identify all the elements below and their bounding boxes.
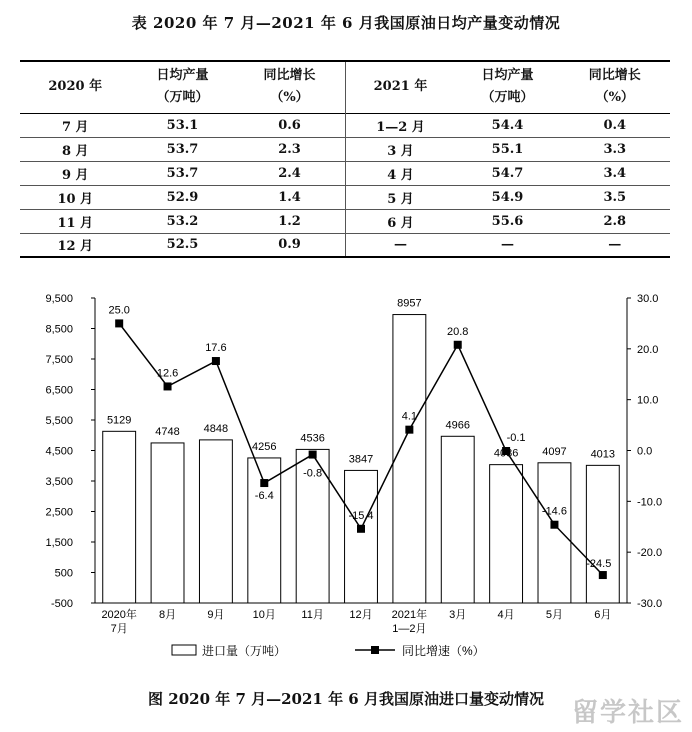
chart-title: 图 2020 年 7 月—2021 年 6 月我国原油进口量变动情况 xyxy=(148,690,544,708)
cell-2021-output: 55.6 xyxy=(491,213,524,229)
left-tick-label: 6,500 xyxy=(45,384,73,397)
cell-2020-period: 10 月 xyxy=(57,191,94,207)
cell-2020-growth: 1.2 xyxy=(278,213,301,229)
x-tick-label: 8月 xyxy=(158,609,177,621)
cell-2020-output: 53.7 xyxy=(166,165,199,181)
cell-2021-period: 5 月 xyxy=(345,185,456,209)
table-row xyxy=(20,113,670,137)
x-tick-label: 2021年 1—2月 xyxy=(391,609,428,635)
header-right-growth: 同比增长 （%） xyxy=(588,68,641,106)
cell-2021-period: 6 月 xyxy=(345,209,456,233)
growth-marker xyxy=(454,341,462,349)
growth-marker xyxy=(115,319,123,327)
bar-value-label: 4036 xyxy=(493,447,519,460)
cell-2021-growth: 3.4 xyxy=(603,165,627,181)
cell-2020-growth: 2.3 xyxy=(278,141,301,157)
bar-value-label: 3847 xyxy=(348,453,374,466)
growth-value-label: -0.8 xyxy=(303,467,323,480)
cell-2021-output: 54.9 xyxy=(491,189,524,205)
growth-marker xyxy=(309,451,317,459)
legend-bar-swatch xyxy=(172,645,196,655)
right-tick-label: -30.0 xyxy=(637,598,663,610)
growth-value-label: -6.4 xyxy=(254,490,274,503)
x-tick-label: 5月 xyxy=(545,609,564,621)
bar-value-label: 4256 xyxy=(252,440,277,453)
x-tick-label: 2020年 7月 xyxy=(101,609,137,635)
right-tick-label: -10.0 xyxy=(637,496,663,509)
right-tick-label: 10.0 xyxy=(637,394,659,407)
import-bar xyxy=(490,465,523,603)
growth-value-label: -14.6 xyxy=(541,505,567,518)
table-row xyxy=(20,137,670,161)
growth-value-label: 25.0 xyxy=(108,304,130,317)
oil-import-chart xyxy=(0,282,692,682)
import-bar xyxy=(538,463,571,603)
header-left-period: 2020 年 xyxy=(48,79,103,95)
cell-2020-growth: 2.4 xyxy=(278,165,301,181)
growth-marker xyxy=(212,357,220,365)
bar-value-label: 4848 xyxy=(203,422,229,435)
left-tick-label: 5,500 xyxy=(45,415,73,427)
x-tick-label: 11月 xyxy=(301,609,324,621)
header-left-output: 日均产量 （万吨） xyxy=(156,68,209,106)
cell-2021-output: 55.1 xyxy=(491,141,524,157)
bar-value-label: 4536 xyxy=(300,432,325,445)
watermark-logo: 留学社区 xyxy=(571,697,684,727)
x-tick-label: 6月 xyxy=(594,609,612,621)
cell-2021-output: — xyxy=(501,237,514,253)
cell-2020-period: 12 月 xyxy=(57,239,94,255)
table-row xyxy=(20,161,670,185)
cell-2021-growth: 3.5 xyxy=(603,189,627,205)
growth-value-label: -0.1 xyxy=(506,432,526,445)
cell-2021-period: 1—2 月 xyxy=(345,113,456,137)
import-bar xyxy=(345,470,378,603)
legend-line-marker xyxy=(371,646,379,654)
bar-value-label: 8957 xyxy=(397,297,422,310)
left-tick-label: 3,500 xyxy=(45,476,73,488)
bar-value-label: 5129 xyxy=(106,414,132,427)
right-tick-label: -20.0 xyxy=(637,547,663,560)
cell-2021-growth: — xyxy=(608,237,622,253)
bar-value-label: 4013 xyxy=(590,448,616,461)
cell-2020-output: 53.2 xyxy=(166,213,199,229)
left-tick-label: 4,500 xyxy=(45,445,73,458)
growth-marker xyxy=(405,426,413,434)
right-tick-label: 20.0 xyxy=(637,343,659,356)
cell-2021-growth: 2.8 xyxy=(603,213,627,229)
bar-value-label: 4966 xyxy=(445,419,470,432)
cell-2021-growth: 3.3 xyxy=(603,141,627,157)
growth-value-label: 17.6 xyxy=(205,342,227,355)
oil-production-table xyxy=(20,60,670,258)
cell-2020-output: 53.1 xyxy=(166,117,199,133)
cell-2021-output: 54.4 xyxy=(491,117,524,133)
cell-2020-output: 52.5 xyxy=(166,237,199,253)
cell-2021-growth: 0.4 xyxy=(603,117,627,133)
left-tick-label: 2,500 xyxy=(45,506,73,519)
legend-bar-label: 进口量（万吨） xyxy=(202,644,287,658)
x-tick-label: 12月 xyxy=(349,609,373,621)
x-tick-label: 3月 xyxy=(449,609,467,621)
table-row xyxy=(20,185,670,209)
left-tick-label: 8,500 xyxy=(45,323,73,336)
x-tick-label: 9月 xyxy=(207,609,225,621)
cell-2021-period: 4 月 xyxy=(345,161,456,185)
x-tick-label: 4月 xyxy=(497,609,515,621)
import-bar xyxy=(199,440,232,603)
table-row xyxy=(20,209,670,233)
growth-marker xyxy=(260,479,268,487)
growth-marker xyxy=(599,571,607,579)
cell-2020-period: 9 月 xyxy=(61,167,89,183)
cell-2020-output: 53.7 xyxy=(166,141,199,157)
right-tick-label: 30.0 xyxy=(637,293,659,305)
cell-2020-period: 11 月 xyxy=(57,215,94,231)
growth-marker xyxy=(357,525,365,533)
left-tick-label: -500 xyxy=(50,598,73,610)
import-bar xyxy=(586,465,619,603)
growth-value-label: 4.1 xyxy=(401,410,418,423)
import-bar xyxy=(441,436,474,603)
legend-line-label: 同比增速（%） xyxy=(402,644,485,658)
x-tick-label: 10月 xyxy=(252,609,276,621)
import-bar xyxy=(151,443,184,603)
growth-value-label: 20.8 xyxy=(447,325,469,338)
cell-2020-output: 52.9 xyxy=(166,189,199,205)
cell-2020-growth: 0.9 xyxy=(278,237,301,253)
cell-2020-growth: 1.4 xyxy=(278,189,301,205)
growth-value-label: -15.4 xyxy=(348,509,374,522)
growth-value-label: -24.5 xyxy=(586,558,612,571)
bar-value-label: 4748 xyxy=(155,425,180,438)
header-right-output: 日均产量 （万吨） xyxy=(481,68,534,106)
table-title: 表 2020 年 7 月—2021 年 6 月我国原油日均产量变动情况 xyxy=(131,14,561,32)
cell-2021-period: — xyxy=(345,233,456,257)
growth-value-label: 12.6 xyxy=(156,367,179,380)
right-tick-label: 0.0 xyxy=(637,445,653,458)
header-right-period: 2021 年 xyxy=(345,61,456,113)
left-tick-label: 9,500 xyxy=(45,293,73,305)
bar-value-label: 4097 xyxy=(542,445,567,458)
left-tick-label: 7,500 xyxy=(45,354,73,366)
left-tick-label: 500 xyxy=(54,567,73,580)
cell-2021-output: 54.7 xyxy=(491,165,524,181)
import-bar xyxy=(393,315,426,603)
table-row xyxy=(20,233,670,257)
cell-2021-period: 3 月 xyxy=(345,137,456,161)
cell-2020-period: 8 月 xyxy=(61,143,89,159)
cell-2020-period: 7 月 xyxy=(61,119,89,135)
left-tick-label: 1,500 xyxy=(45,537,73,549)
cell-2020-growth: 0.6 xyxy=(278,117,301,133)
import-bar xyxy=(103,431,136,603)
table-header-row xyxy=(20,61,670,113)
header-left-growth: 同比增长 （%） xyxy=(263,68,316,106)
growth-marker xyxy=(550,521,558,529)
growth-marker xyxy=(164,382,172,390)
